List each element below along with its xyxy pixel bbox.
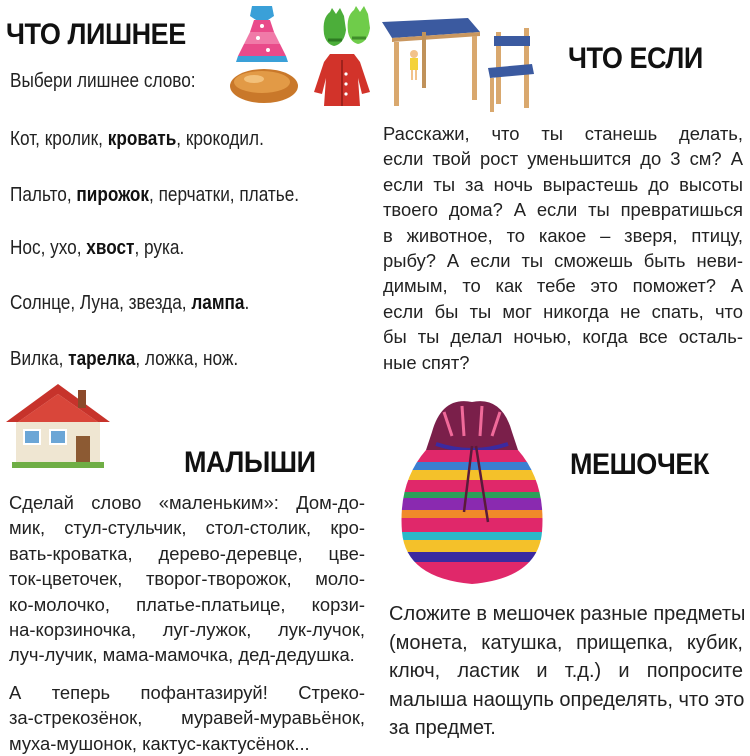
odd-word: тарелка bbox=[68, 348, 136, 370]
odd-one-out-row: Солнце, Луна, звезда, лампа. bbox=[10, 292, 250, 314]
bag-text: Сложите в мешочек разные предметы (монета, катушка, прищепка, кубик, ключ, ластик и т.д.) и попросите малыша наощупь определять, что это за предмет. bbox=[389, 603, 746, 739]
knitted-bag-illustration bbox=[392, 392, 552, 588]
odd-word: пирожок bbox=[76, 184, 150, 206]
section-title-what-if: ЧТО ЕСЛИ bbox=[568, 42, 703, 75]
what-if-text: Расскажи, что ты станешь делать, если твой рост уменьшится до 3 см? А если ты за ночь вырастешь до высоты твоего дома? А если ты превратишься в животное, то какое – зверя, птицу, рыбу? А если ты сможешь быть неви- димым, то как тебе это поможет? А если бы ты мог никогда не спать, что бы ты делал ночью, когда все осталь- ные спят? bbox=[383, 123, 743, 373]
dress-illustration bbox=[228, 4, 296, 64]
section-title-odd-one-out: ЧТО ЛИШНЕЕ bbox=[6, 18, 186, 51]
house-illustration bbox=[2, 378, 114, 470]
pie-illustration bbox=[228, 64, 300, 106]
odd-one-out-instruction: Выбери лишнее слово: bbox=[10, 70, 196, 92]
little-ones-fantasy-text: А теперь пофантазируй! Стреко- за-стрекозёнок, муравей-муравьёнок, муха-мушонок, кактус-кактусёнок... bbox=[9, 682, 365, 754]
gloves-illustration bbox=[318, 4, 376, 50]
section-title-little-ones: МАЛЫШИ bbox=[184, 446, 316, 479]
odd-one-out-row: Пальто, пирожок, перчатки, платье. bbox=[10, 184, 300, 206]
odd-one-out-row: Вилка, тарелка, ложка, нож. bbox=[10, 348, 239, 370]
section-title-bag: МЕШОЧЕК bbox=[570, 448, 709, 481]
coat-illustration bbox=[308, 52, 376, 108]
odd-word: лампа bbox=[191, 292, 245, 314]
odd-one-out-row: Кот, кролик, кровать, крокодил. bbox=[10, 128, 264, 150]
odd-one-out-row: Нос, ухо, хвост, рука. bbox=[10, 237, 185, 259]
odd-word: хвост bbox=[86, 237, 135, 259]
little-ones-text: Сделай слово «маленьким»: Дом-до- мик, стул-стульчик, стол-столик, кро- вать-кроватка, дерево-деревце, цве- ток-цветочек, творог-творожок, моло- ко-молочко, платье-платьице, корзи- на-корзиночка, луг-лужок, лук-лучок, луч-лучик, мама-мамочка, дед-дедушка. bbox=[9, 492, 365, 666]
table-chair-illustration bbox=[376, 8, 536, 116]
odd-word: кровать bbox=[107, 128, 177, 150]
